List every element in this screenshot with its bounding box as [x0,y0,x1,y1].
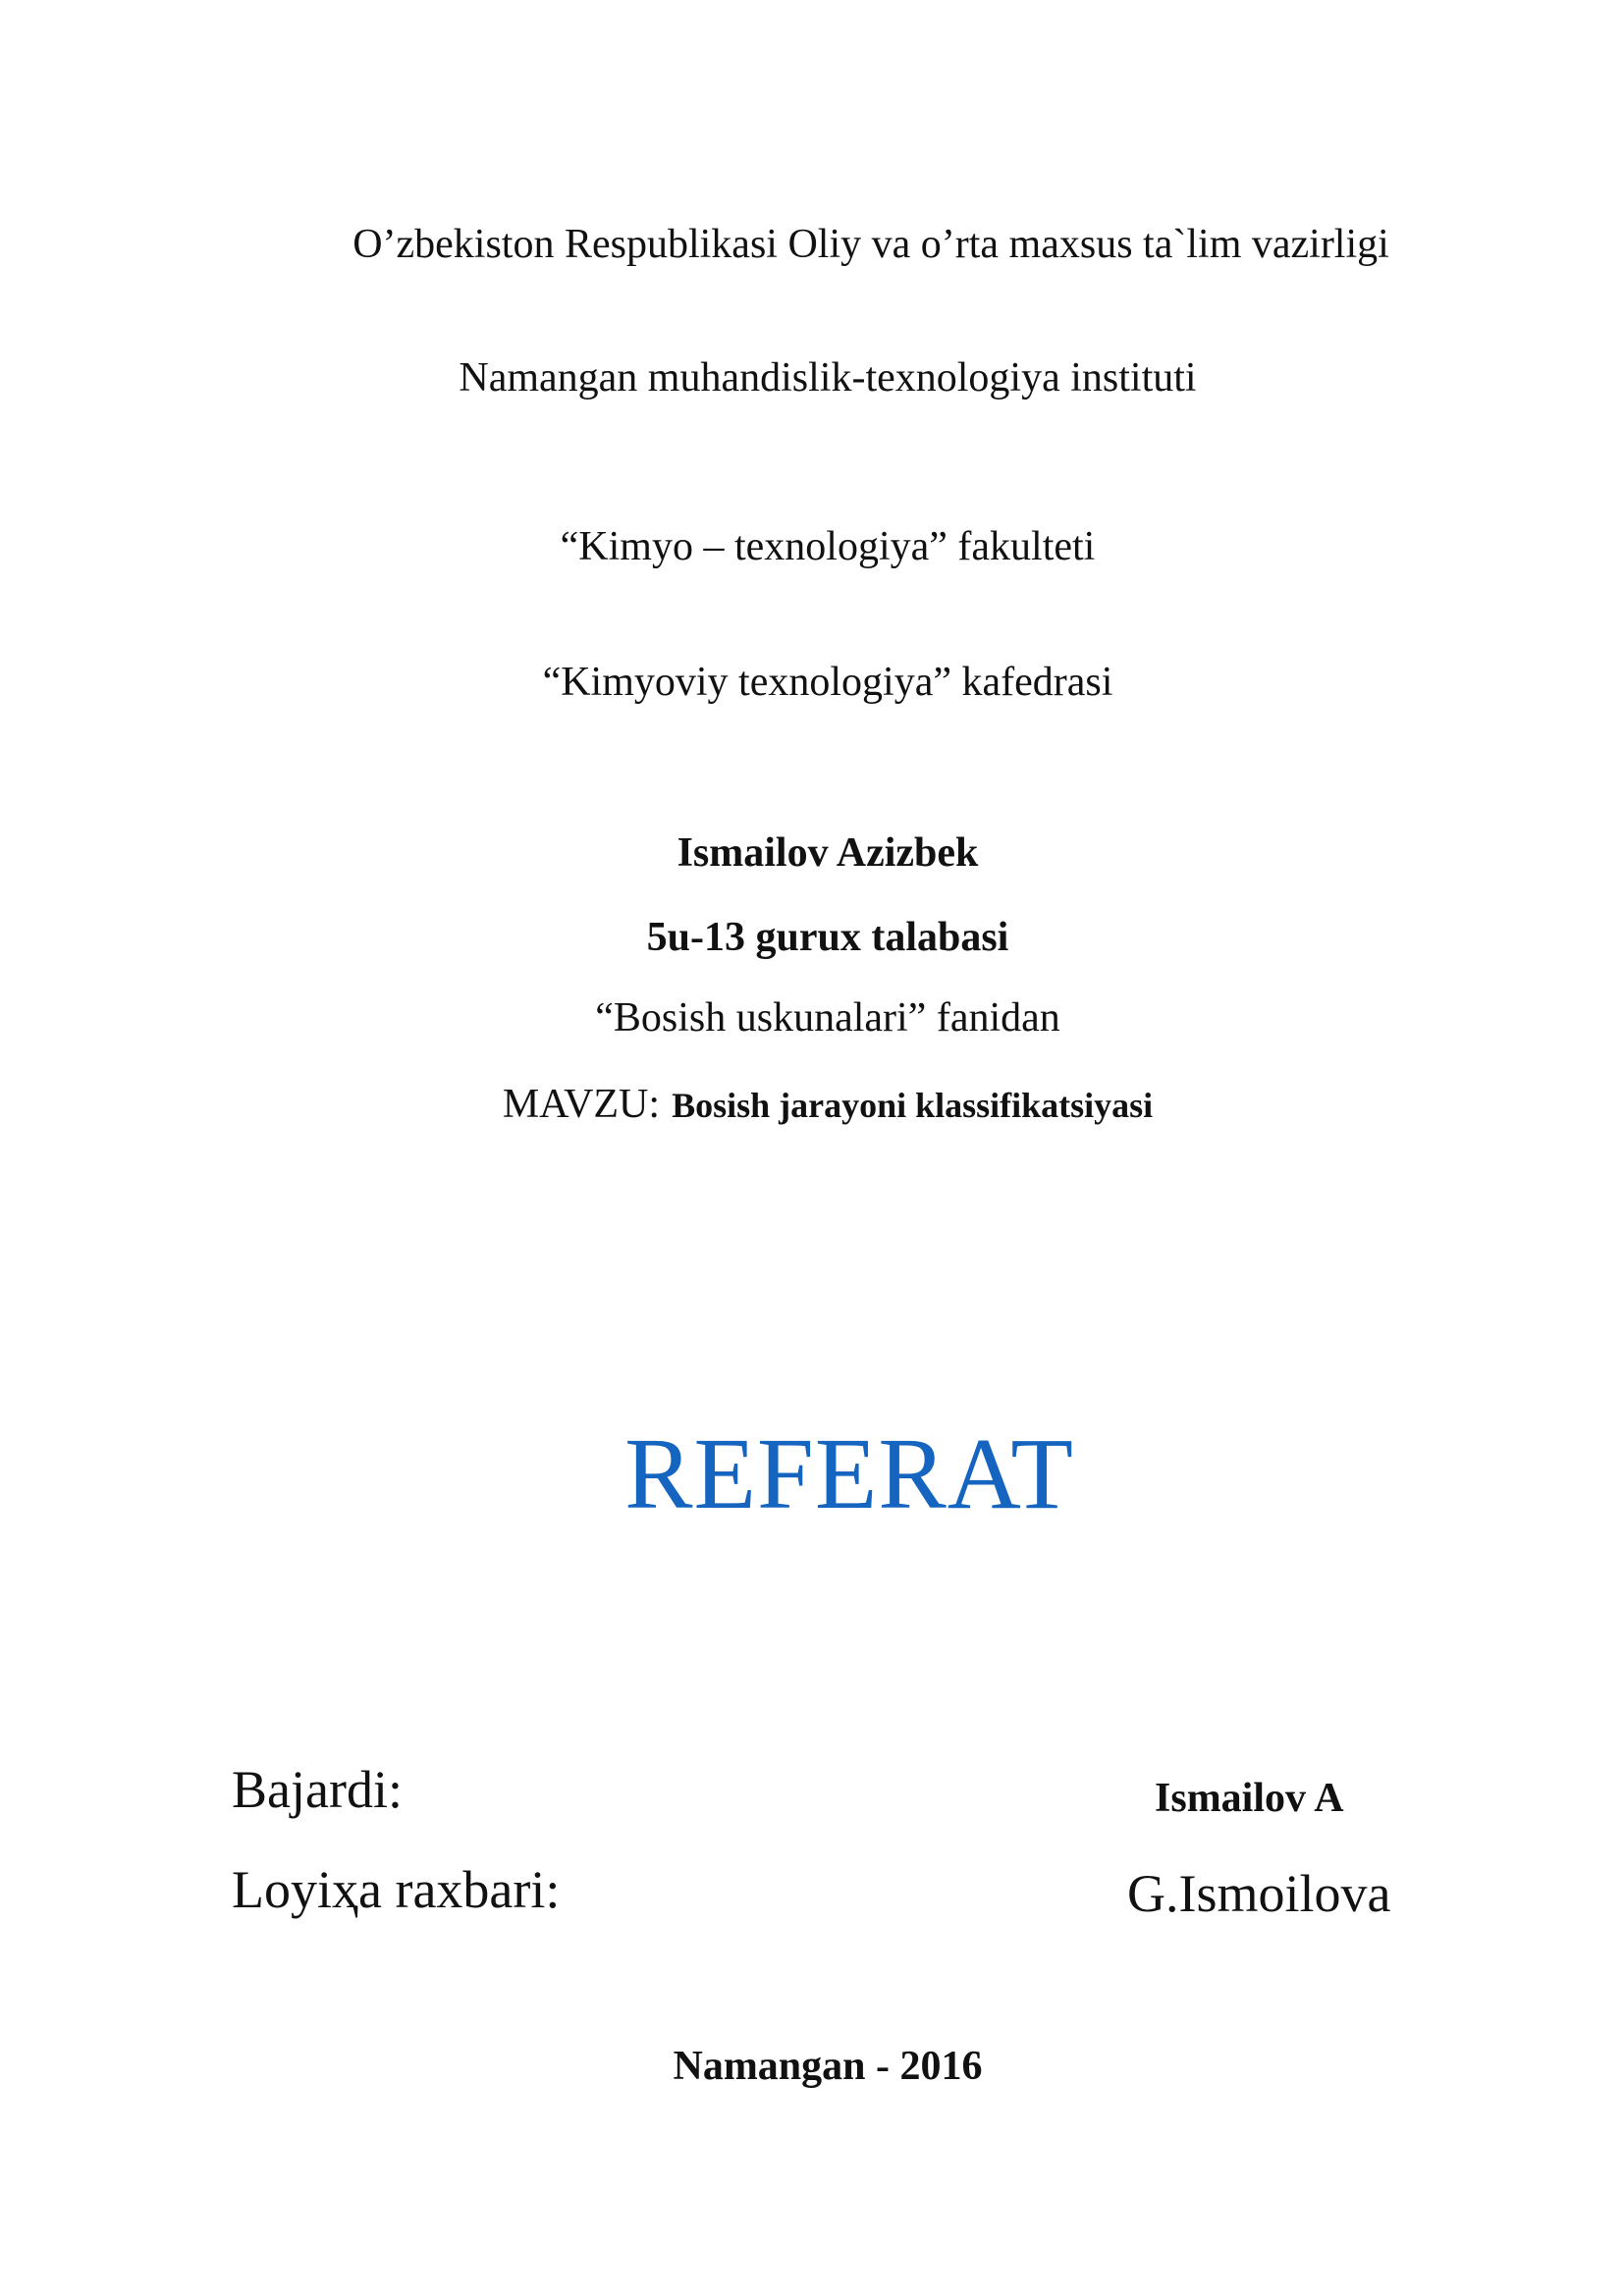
faculty-name: “Kimyo – texnologiya” fakulteti [560,524,1096,569]
department-name: “Kimyoviy texnologiya” kafedrasi [542,660,1113,705]
student-name: Ismailov Azizbek [677,830,979,876]
subject-line: “Bosish uskunalari” fanidan [595,995,1060,1041]
ministry-name: O’zbekiston Respublikasi Oliy va o’rta maxsus ta`lim vazirligi [352,222,1389,267]
document-type-title: REFERAT [624,1417,1074,1530]
city-year: Namangan - 2016 [673,2044,983,2089]
topic-label: MAVZU: [502,1082,661,1127]
institute-name: Namangan muhandislik-texnologiya instituti [459,355,1197,400]
done-by-label: Bajardi: [232,1760,403,1819]
topic-line [16,1084,1624,1125]
done-by-value: Ismailov A [1155,1776,1344,1821]
student-group: 5u-13 gurux talabasi [646,915,1009,960]
topic-value: Bosish jarayoni klassifikatsiyasi [672,1086,1154,1125]
supervisor-label: Loyiҳa raxbari: [232,1860,561,1919]
supervisor-value: G.Ismoilova [1127,1864,1391,1923]
